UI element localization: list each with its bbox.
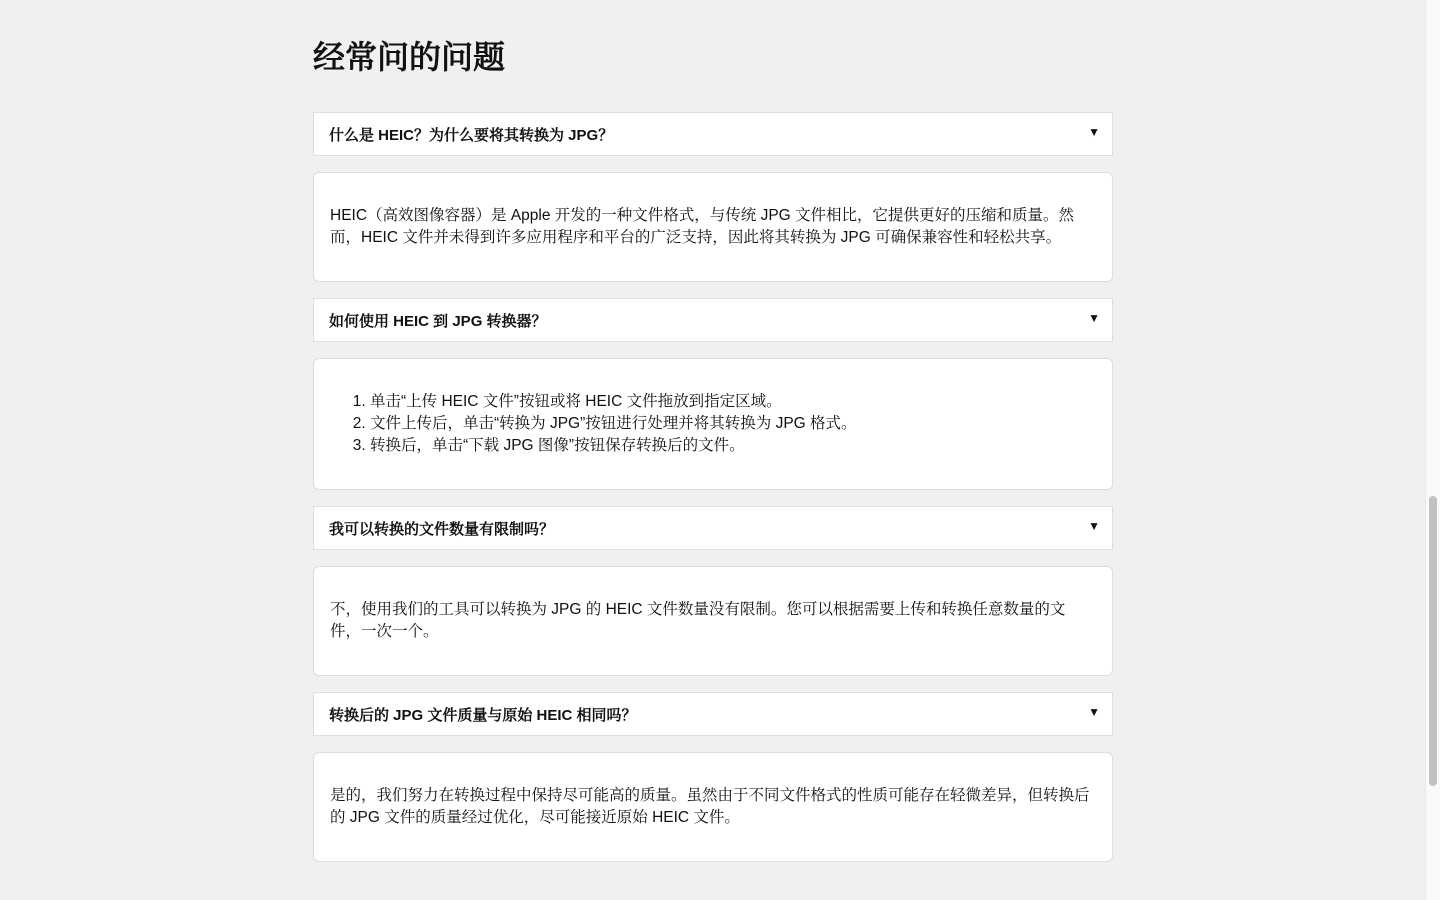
faq-question-3[interactable] <box>313 506 1113 550</box>
faq-list <box>313 112 1113 878</box>
step-item: 1. 单击“上传 HEIC 文件”按钮或将 HEIC 文件拖放到指定区域。 <box>370 391 1096 413</box>
faq-answer-4 <box>313 752 1113 862</box>
caret-down-icon: ▼ <box>1088 519 1100 533</box>
caret-down-icon: ▼ <box>1088 311 1100 325</box>
question-label: 转换后的 JPG 文件质量与原始 HEIC 相同吗？ <box>329 706 637 724</box>
question-label: 我可以转换的文件数量有限制吗？ <box>329 520 555 538</box>
vertical-scrollbar[interactable] <box>1425 0 1440 900</box>
question-label: 如何使用 HEIC 到 JPG 转换器？ <box>329 312 547 330</box>
faq-answer-2 <box>313 358 1113 490</box>
caret-down-icon: ▼ <box>1088 705 1100 719</box>
steps-list <box>330 391 1096 457</box>
scrollbar-thumb[interactable] <box>1429 496 1437 786</box>
answer-text: 是的，我们努力在转换过程中保持尽可能高的质量。虽然由于不同文件格式的性质可能存在轻微差异，但转换后的 JPG 文件的质量经过优化，尽可能接近原始 HEIC 文件。 <box>330 787 1090 826</box>
question-label: 什么是 HEIC？为什么要将其转换为 JPG？ <box>329 126 614 144</box>
answer-text: 不，使用我们的工具可以转换为 JPG 的 HEIC 文件数量没有限制。您可以根据需要上传和转换任意数量的文件，一次一个。 <box>330 601 1066 640</box>
faq-question-4[interactable] <box>313 692 1113 736</box>
faq-answer-1 <box>313 172 1113 282</box>
faq-question-2[interactable] <box>313 298 1113 342</box>
faq-answer-3 <box>313 566 1113 676</box>
answer-text: HEIC（高效图像容器）是 Apple 开发的一种文件格式，与传统 JPG 文件相比，它提供更好的压缩和质量。然而，HEIC 文件并未得到许多应用程序和平台的广泛支持，因此将其转换为 JPG 可确保兼容性和轻松共享。 <box>330 207 1075 246</box>
step-item: 3. 转换后，单击“下载 JPG 图像”按钮保存转换后的文件。 <box>370 435 1096 457</box>
faq-question-1[interactable] <box>313 112 1113 156</box>
step-item: 2. 文件上传后，单击“转换为 JPG”按钮进行处理并将其转换为 JPG 格式。 <box>370 413 1096 435</box>
caret-down-icon: ▼ <box>1088 125 1100 139</box>
page-title: 经常问的问题 <box>313 39 506 75</box>
